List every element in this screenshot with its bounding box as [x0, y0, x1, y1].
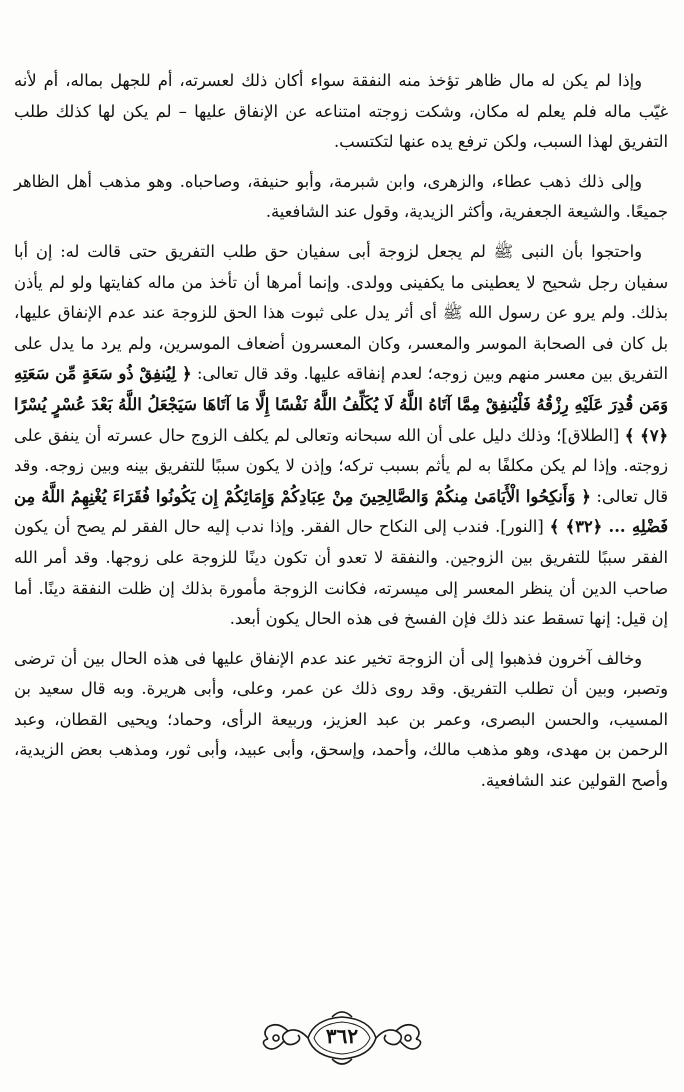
quran-verse-nur: ﴿ وَأَنكِحُوا الْأَيَامَىٰ مِنكُمْ وَالصَّالِحِينَ مِنْ عِبَادِكُمْ وَإِمَائِكُمْ إِن يَكُونُوا فُقَرَاءَ يُغْنِهِمُ اللَّهُ مِن فَضْلِهِ ... ﴿٣٢﴾ ﴾ [14, 486, 668, 537]
paragraph-4 [14, 644, 668, 797]
paragraph-1-text: وإذا لم يكن له مال ظاهر تؤخذ منه النفقة سواء أكان ذلك لعسرته، أم للجهل بماله، أم لأنه غيّب ماله فلم يعلم له مكان، وشكت زوجته امتناعه عن الإنفاق عليها – لم يكن لها كذلك طلب التفريق لهذا السبب، ولكن ترفع يده عنها لتكتسب. [14, 71, 668, 152]
paragraph-2 [14, 167, 668, 228]
paragraph-3-text-b: [الطلاق]؛ وذلك دليل على أن الله سبحانه وتعالى لم يكلف الزوج حال عسرته أن ينفق على زوجته. وإذا لم يكن مكلفًا به لم يأثم بسبب تركه؛ وإذن لا يكون سببًا للتفريق بينه وبين زوجه. وقد قال تعالى: [14, 425, 668, 506]
paragraph-2-text: وإلى ذلك ذهب عطاء، والزهرى، وابن شبرمة، وأبو حنيفة، وصاحباه. وهو مذهب أهل الظاهر جميعًا. والشيعة الجعفرية، وأكثر الزيدية، وقول عند الشافعية. [14, 171, 668, 222]
paragraph-3 [14, 237, 668, 635]
quran-verse-talaq: ﴿ لِيُنفِقْ ذُو سَعَةٍ مِّن سَعَتِهِ وَمَن قُدِرَ عَلَيْهِ رِزْقُهُ فَلْيُنفِقْ مِمَّا آتَاهُ اللَّهُ لَا يُكَلِّفُ اللَّهُ نَفْسًا إِلَّا مَا آتَاهَا سَيَجْعَلُ اللَّهُ بَعْدَ عُسْرٍ يُسْرًا ﴿٧﴾ ﴾ [14, 364, 668, 445]
page-number: ٣٦٢ [325, 1024, 359, 1048]
paragraph-4-text: وخالف آخرون فذهبوا إلى أن الزوجة تخير عند عدم الإنفاق عليها فى هذه الحال بين أن ترضى وتصبر، وبين أن تطلب التفريق. وقد روى ذلك عن عمر، وعلى، وأبى هريرة. وبه قال سعيد بن المسيب، والحسن البصرى، وعمر بن عبد العزيز، وربيعة الرأى، وحماد؛ ويحيى القطان، وعبد الرحمن بن مهدى، وهو مذهب مالك، وأحمد، وإسحق، وأبى عبيد، وأبى ثور، ومذهب بعض الزيدية، وأصح القولين عند الشافعية. [14, 648, 668, 791]
page-number-ornament [258, 1007, 426, 1069]
body-text [14, 66, 668, 806]
paragraph-3-text-a: واحتجوا بأن النبى ﷺ لم يجعل لزوجة أبى سفيان حق طلب التفريق حتى قالت له: إن أبا سفيان رجل شحيح لا يعطينى ما يكفينى وولدى. وإنما أمرها أن تأخذ من ماله كفايتها ولو لم يأذن بذلك. ولم يرو عن رسول الله ﷺ أى أثر يدل على ثبوت هذا الحق للزوجة عند عدم الإنفاق عليها، بل كان فى الصحابة الموسر والمعسر، وكان المعسرون أضعاف الموسرين، ولم يرد ما يدل على التفريق بين معسر منهم وبين زوجه؛ لعدم إنفاقه عليها. وقد قال تعالى: [14, 241, 668, 384]
paragraph-1 [14, 66, 668, 158]
paragraph-3-text-c: [النور]. فندب إلى النكاح حال الفقر. وإذا ندب إليه حال الفقر لم يصح أن يكون الفقر سببًا للتفريق بين الزوجين. والنفقة لا تعدو أن تكون دينًا للزوجة على زوجها. وقد أمر الله صاحب الدين أن ينظر المعسر إلى ميسرته، فكانت الزوجة مأمورة بذلك إن ظلت النفقة دينًا. أما إن قيل: إنها تسقط عند ذلك فإن الفسخ فى هذه الحال يكون أبعد. [14, 517, 668, 629]
